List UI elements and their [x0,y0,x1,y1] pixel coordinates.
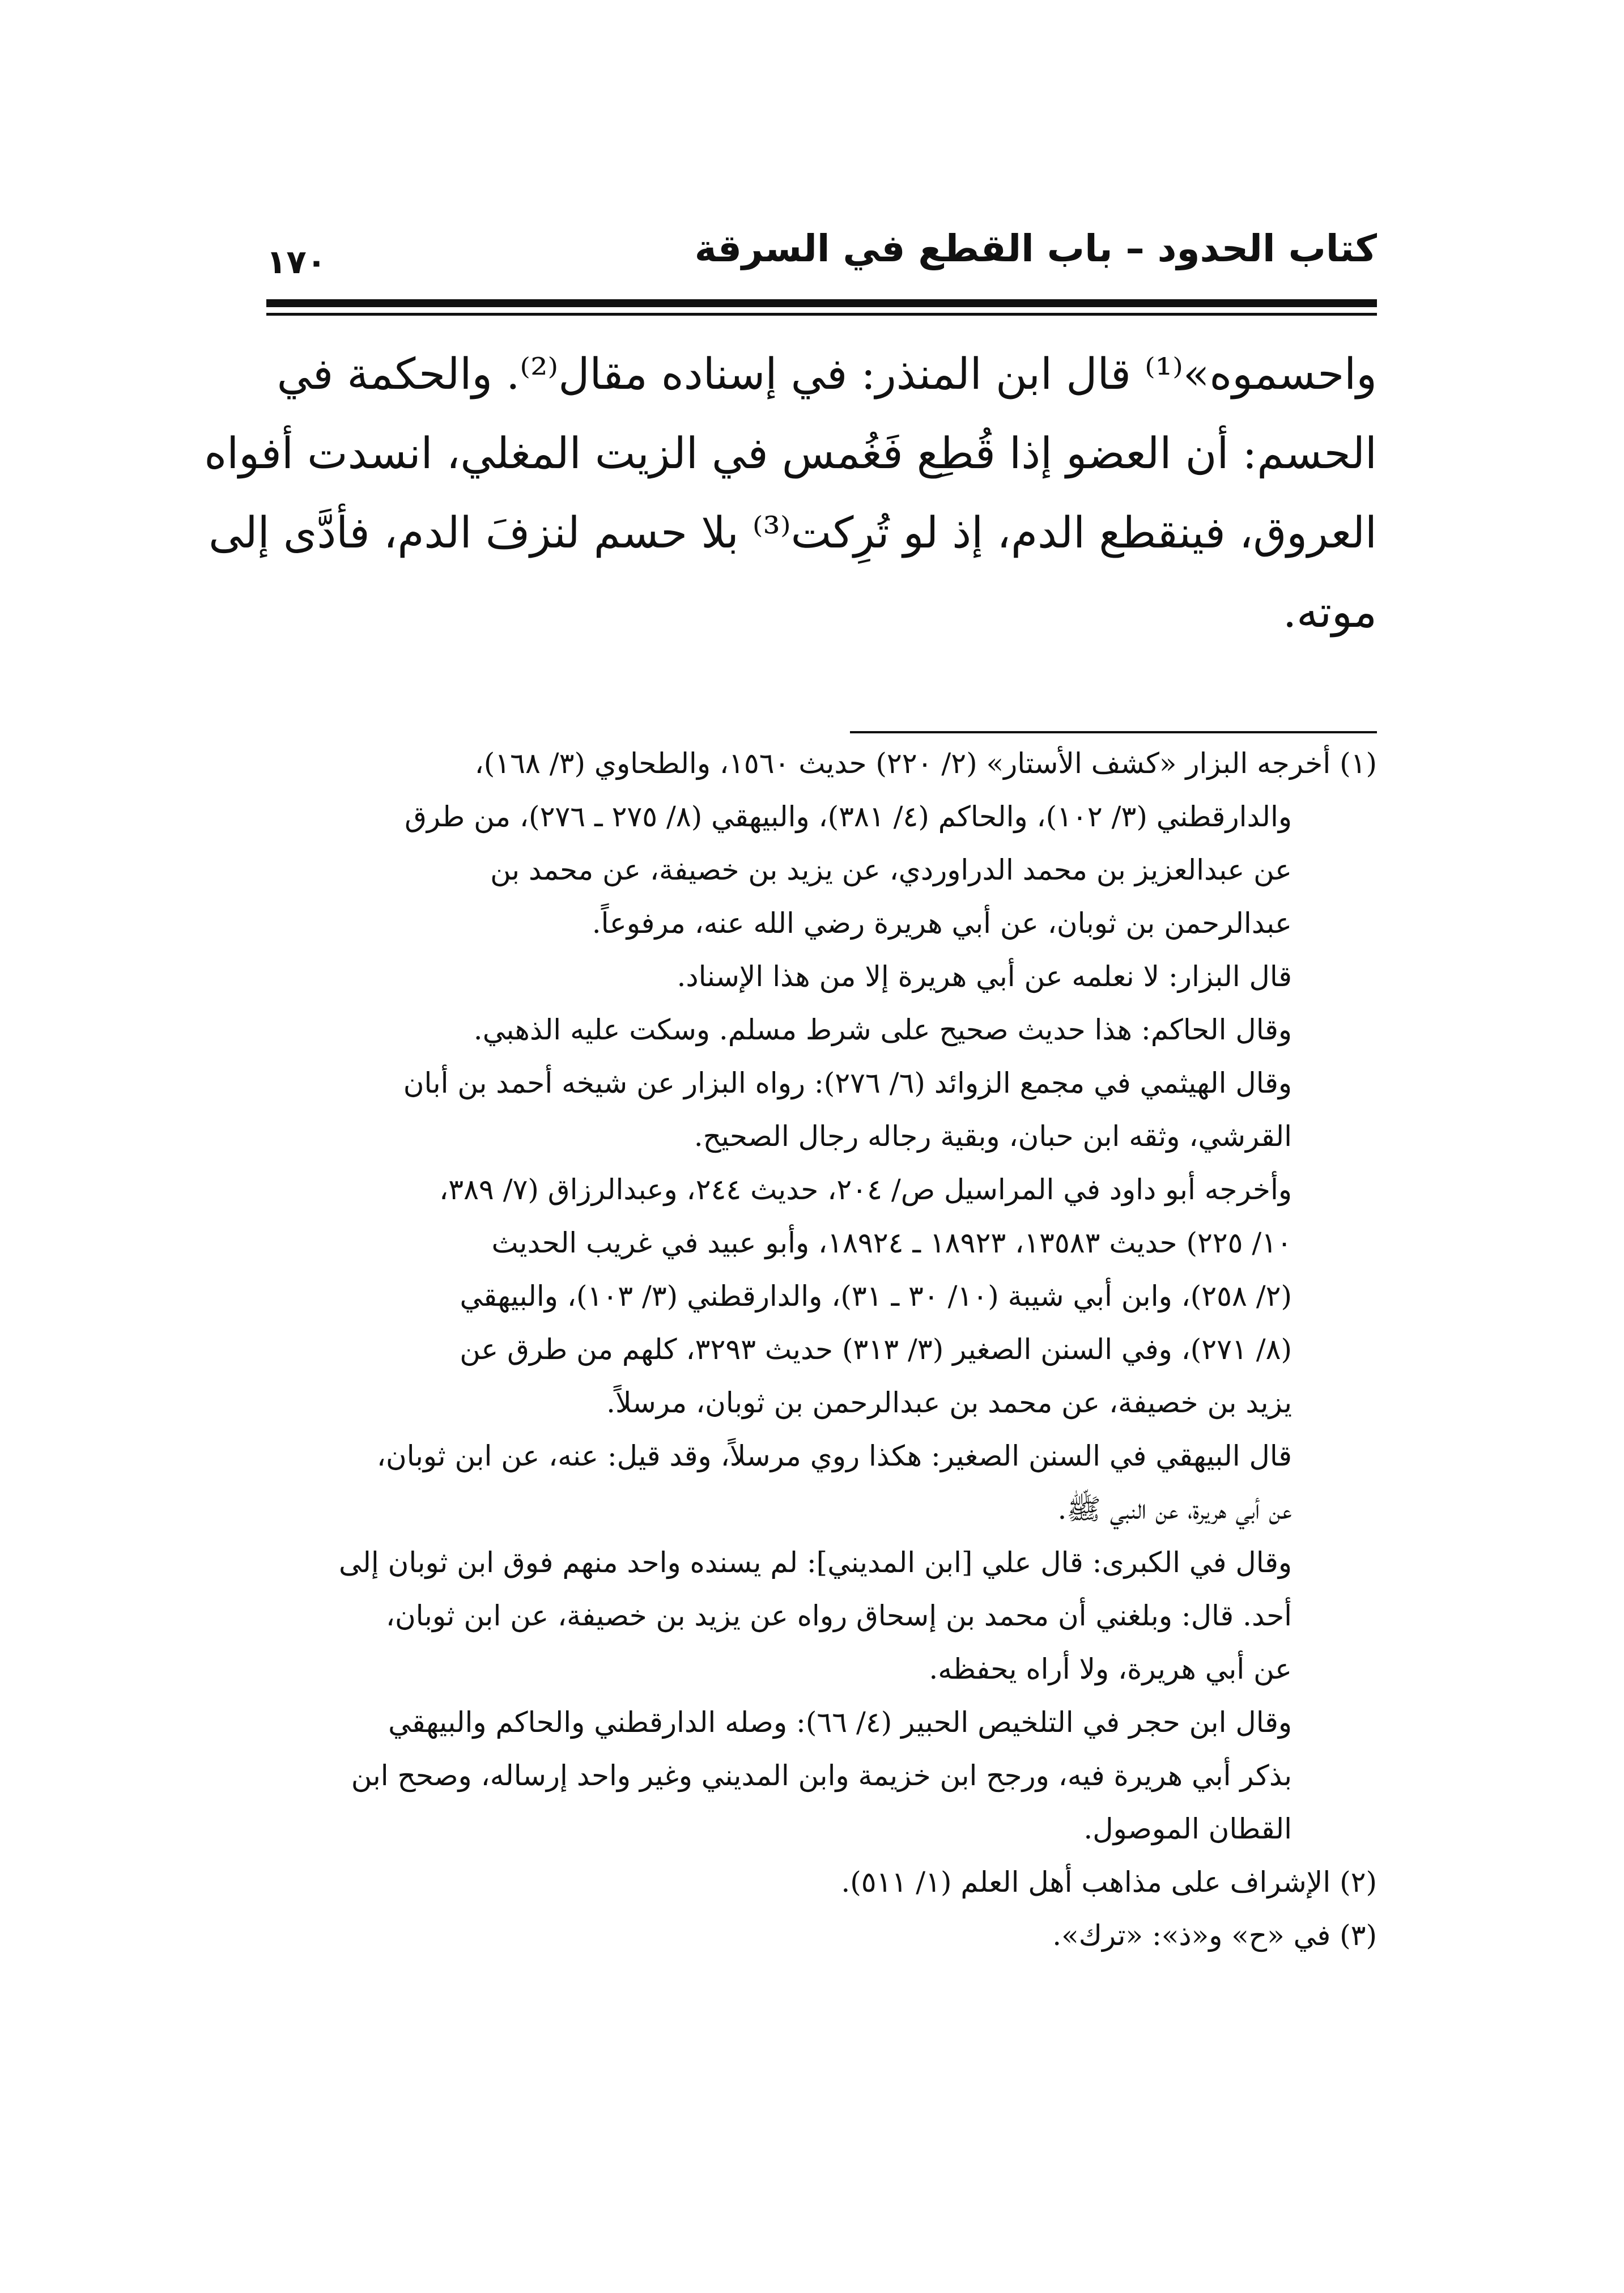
footnote-3: (٣) في «ح» و«ذ»: «ترك». [1052,1919,1377,1952]
footnote-1-line: عن عبدالعزيز بن محمد الدراوردي، عن يزيد بن خصيفة، عن محمد بن [490,853,1292,886]
footnote-1-line: والدارقطني (٣/ ١٠٢)، والحاكم (٤/ ٣٨١)، والبيهقي (٨/ ٢٧٥ ـ ٢٧٦)، من طرق [405,800,1292,833]
footnote-1-line: قال البزار: لا نعلمه عن أبي هريرة إلا من هذا الإسناد. [677,960,1292,993]
footnote-1-line: بذكر أبي هريرة فيه، ورجح ابن خزيمة وابن المديني وغير واحد إرساله، وصحح ابن [351,1759,1292,1792]
running-title: كتاب الحدود – باب القطع في السرقة [694,227,1377,270]
footnote-1-line: وأخرجه أبو داود في المراسيل ص/ ٢٠٤، حديث ٢٤٤، وعبدالرزاق (٧/ ٣٨٩، [439,1173,1292,1206]
footnote-1-line: القرشي، وثقه ابن حبان، وبقية رجاله رجال الصحيح. [694,1120,1292,1153]
footnote-1-line: وقال في الكبرى: قال علي [ابن المديني]: لم يسنده واحد منهم فوق ابن ثوبان إلى [338,1546,1292,1579]
footnote-2: (٢) الإشراف على مذاهب أهل العلم (١/ ٥١١). [841,1866,1377,1899]
main-text-line: العروق، فينقطع الدم، إذ لو تُرِكت⁽³⁾ بلا حسم لنزفَ الدم، فأدَّى إلى [209,507,1377,558]
footnote-1-line: (٨/ ٢٧١)، وفي السنن الصغير (٣/ ٣١٣) حديث ٣٢٩٣، كلهم من طرق عن [460,1333,1292,1366]
footnote-1-line: ١٠/ ٢٢٥) حديث ١٣٥٨٣، ١٨٩٢٣ ـ ١٨٩٢٤، وأبو عبيد في غريب الحديث [491,1226,1292,1259]
page-header [266,227,1377,289]
main-text-line: واحسموه»⁽¹⁾ قال ابن المنذر: في إسناده مقال⁽²⁾. والحكمة في [277,349,1377,399]
footnote-1-line: قال البيهقي في السنن الصغير: هكذا روي مرسلاً، وقد قيل: عنه، عن ابن ثوبان، [376,1440,1292,1472]
footnote-1-line: عن أبي هريرة، عن النبي ﷺ. [1057,1493,1292,1526]
footnote-1-line: وقال الهيثمي في مجمع الزوائد (٦/ ٢٧٦): رواه البزار عن شيخه أحمد بن أبان [403,1067,1292,1099]
footnote-1-line: وقال الحاكم: هذا حديث صحيح على شرط مسلم. وسكت عليه الذهبي. [473,1013,1292,1046]
footnote-1-line: عبدالرحمن بن ثوبان، عن أبي هريرة رضي الله عنه، مرفوعاً. [592,907,1292,940]
main-text-line: موته. [1282,587,1377,637]
footnote-1-line: وقال ابن حجر في التلخيص الحبير (٤/ ٦٦): وصله الدارقطني والحاكم والبيهقي [388,1706,1292,1739]
header-rule-thick [266,299,1377,307]
main-text-line: الحسم: أن العضو إذا قُطِع فَغُمس في الزيت المغلي، انسدت أفواه [204,428,1377,478]
footnote-1-line: (١) أخرجه البزار «كشف الأستار» (٢/ ٢٢٠) حديث ١٥٦٠، والطحاوي (٣/ ١٦٨)، [474,747,1377,780]
page-number: ١٧٠ [266,243,327,281]
footnote-1-line: (٢/ ٢٥٨)، وابن أبي شيبة (١٠/ ٣٠ ـ ٣١)، والدارقطني (٣/ ١٠٣)، والبيهقي [460,1280,1292,1313]
footnote-1-line: يزيد بن خصيفة، عن محمد بن عبدالرحمن بن ثوبان، مرسلاً. [606,1386,1292,1419]
footnotes [266,737,1377,1962]
header-rule-thin [266,313,1377,316]
footnote-1-line: القطان الموصول. [1083,1812,1292,1845]
main-text [204,334,1377,652]
footnote-1-line: أحد. قال: وبلغني أن محمد بن إسحاق رواه عن يزيد بن خصيفة، عن ابن ثوبان، [385,1599,1292,1632]
footnote-separator [850,731,1377,733]
footnote-1-line: عن أبي هريرة، ولا أراه يحفظه. [929,1653,1292,1685]
